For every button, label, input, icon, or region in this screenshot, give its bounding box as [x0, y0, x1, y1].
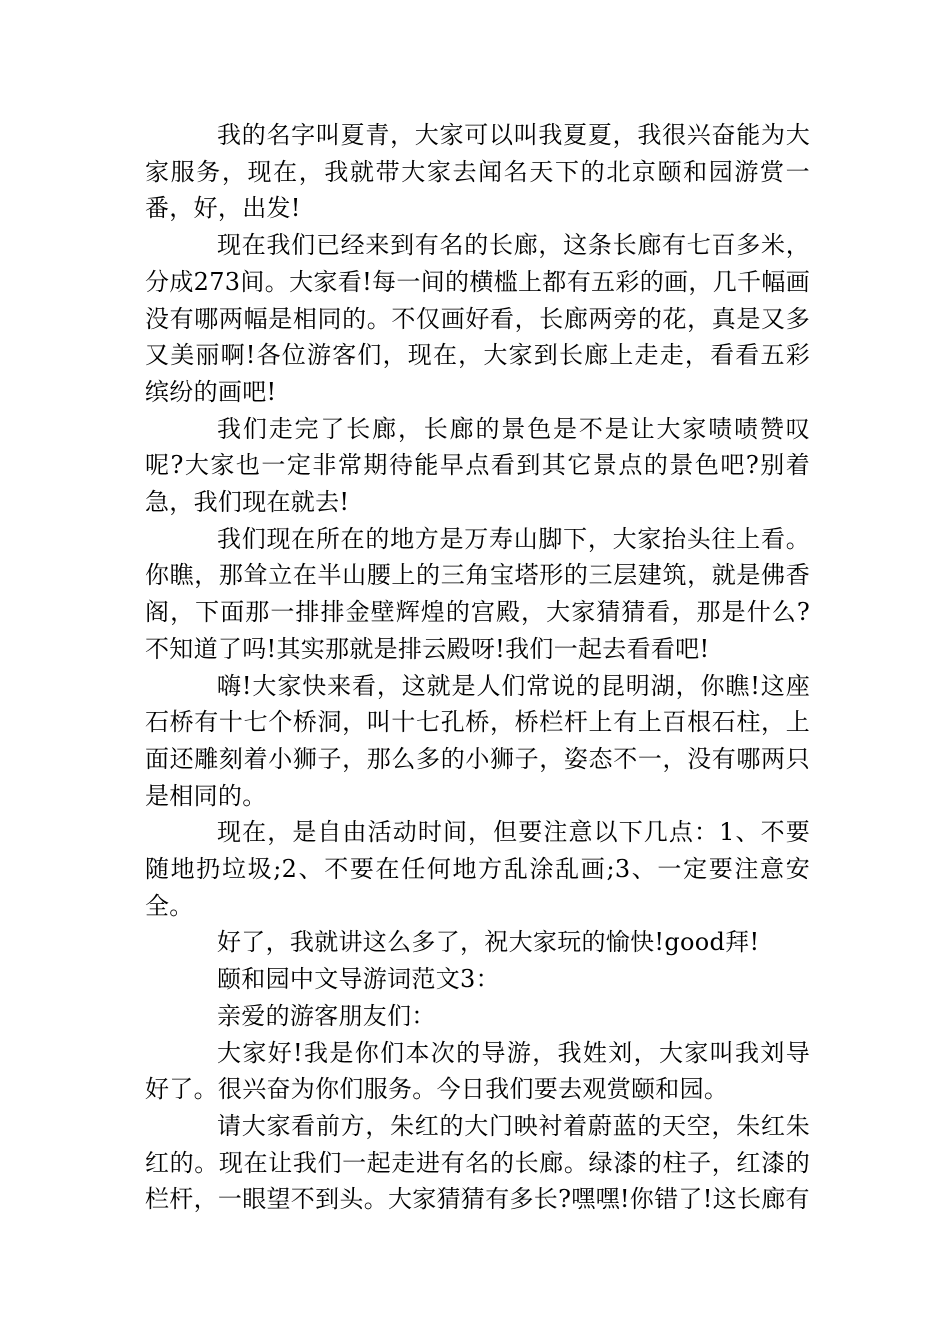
section-heading: 颐和园中文导游词范文3：	[217, 965, 500, 994]
salutation: 亲爱的游客朋友们：	[217, 1001, 436, 1030]
paragraph-4: 我们现在所在的地方是万寿山脚下，大家抬头往上看。你瞧，那耸立在半山腰上的三角宝塔形的三层建筑，就是佛香阁，下面那一排排金壁辉煌的宫殿，大家猜猜看，那是什么?不知道了吗!其实那就是排云殿呀!我们一起去看看吧!	[145, 524, 810, 663]
paragraph-6: 现在，是自由活动时间，但要注意以下几点：1、不要随地扔垃圾;2、不要在任何地方乱涂乱画;3、一定要注意安全。	[145, 818, 810, 920]
document-body	[145, 117, 810, 1218]
paragraph-7: 好了，我就讲这么多了，祝大家玩的愉快!good拜!	[217, 928, 760, 957]
paragraph-2: 现在我们已经来到有名的长廊，这条长廊有七百多米，分成273间。大家看!每一间的横槛上都有五彩的画，几千幅画没有哪两幅是相同的。不仅画好看，长廊两旁的花，真是又多又美丽啊!各位游客们，现在，大家到长廊上走走，看看五彩缤纷的画吧!	[145, 231, 810, 406]
paragraph-8: 大家好!我是你们本次的导游，我姓刘，大家叫我刘导好了。很兴奋为你们服务。今日我们要去观赏颐和园。	[145, 1038, 810, 1104]
paragraph-5: 嗨!大家快来看，这就是人们常说的昆明湖，你瞧!这座石桥有十七个桥洞，叫十七孔桥，桥栏杆上有上百根石柱，上面还雕刻着小狮子，那么多的小狮子，姿态不一，没有哪两只是相同的。	[145, 671, 810, 810]
paragraph-9: 请大家看前方，朱红的大门映衬着蔚蓝的天空，朱红朱红的。现在让我们一起走进有名的长廊。绿漆的柱子，红漆的栏杆，一眼望不到头。大家猜猜有多长?嘿嘿!你错了!这长廊有	[145, 1111, 810, 1214]
paragraph-1: 我的名字叫夏青，大家可以叫我夏夏，我很兴奋能为大家服务，现在，我就带大家去闻名天下的北京颐和园游赏一番，好，出发!	[145, 121, 810, 223]
paragraph-3: 我们走完了长廊，长廊的景色是不是让大家啧啧赞叹呢?大家也一定非常期待能早点看到其它景点的景色吧?别着急，我们现在就去!	[145, 414, 810, 517]
